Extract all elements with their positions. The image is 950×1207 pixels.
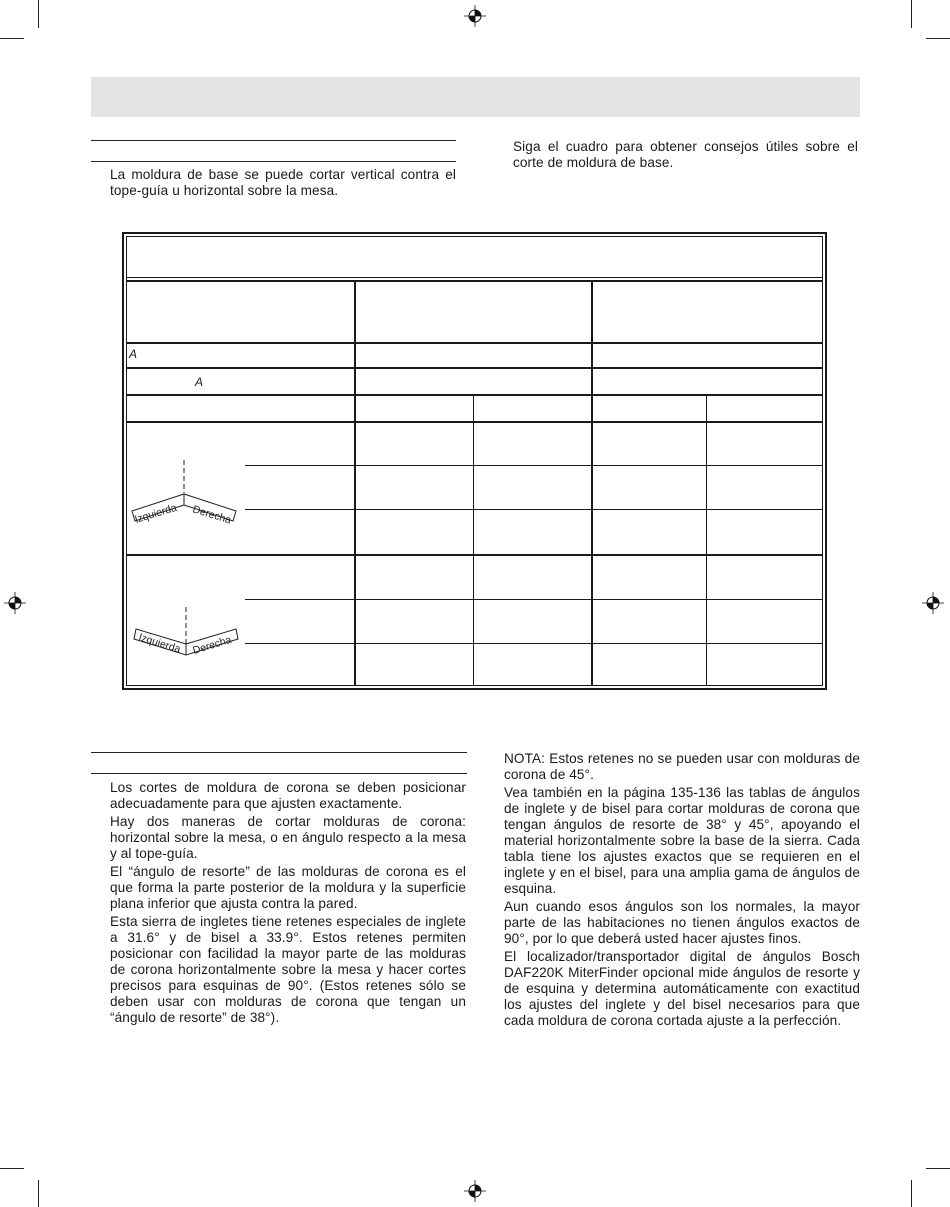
section-rule-bottom-1 bbox=[91, 752, 467, 753]
table-row-label-a2: A bbox=[195, 375, 204, 389]
registration-mark-left-icon bbox=[4, 592, 26, 614]
crown-paragraph-2: Hay dos maneras de cortar molduras de corona: horizontal sobre la mesa, o en ángulo respecto a la mesa y al tope-guía. bbox=[110, 814, 466, 861]
crop-mark-bottom-left-v bbox=[38, 1180, 39, 1207]
crown-molding-text bbox=[110, 780, 466, 1028]
registration-mark-right-icon bbox=[922, 592, 944, 614]
crown-paragraph-4: Esta sierra de ingletes tiene retenes especiales de inglete a 31.6° y de bisel a 33.9°. Estos retenes permiten posicionar con facilidad la mayor parte de las molduras de corona horizontalmente sobre la mesa y hacer cortes precisos para esquinas de 90°. (Estos retenes sólo se deben usar con molduras de corona que tengan un “ángulo de resorte” de 38°). bbox=[110, 914, 466, 1025]
header-band bbox=[91, 77, 860, 117]
table-col-rule-2 bbox=[591, 282, 593, 686]
table-group-rule bbox=[126, 554, 823, 556]
table-row-rule-2 bbox=[126, 394, 823, 396]
diagram-lower-right-label: Derecha bbox=[191, 633, 233, 657]
table-row-rule-3 bbox=[126, 421, 823, 423]
crop-mark-top-left-h bbox=[0, 38, 24, 39]
base-molding-intro: La moldura de base se puede cortar vertical contra el tope-guía u horizontal sobre la mesa. bbox=[110, 167, 456, 198]
crop-mark-bottom-right-h bbox=[926, 1168, 950, 1169]
crop-mark-bottom-right-v bbox=[911, 1180, 912, 1207]
table-subcol-rule-2 bbox=[706, 396, 707, 686]
base-molding-chart-note: Siga el cuadro para obtener consejos útiles sobre el corte de moldura de base. bbox=[513, 139, 858, 170]
table-header-rule bbox=[126, 342, 823, 344]
table-title-rule-2 bbox=[126, 280, 823, 282]
table-row-rule-5 bbox=[245, 509, 823, 510]
diagram-lower-left-label: Izquierda bbox=[137, 631, 182, 656]
registration-mark-bottom-icon bbox=[464, 1180, 486, 1202]
section-rule-top-1 bbox=[91, 140, 456, 141]
section-rule-bottom-2 bbox=[91, 773, 467, 774]
crop-mark-bottom-left-h bbox=[0, 1168, 24, 1169]
crown-molding-notes bbox=[504, 751, 860, 1031]
corner-diagram-upper bbox=[128, 455, 244, 535]
note-paragraph-3: Aun cuando esos ángulos son los normales, la mayor parte de las habitaciones no tienen ángulos exactos de 90°, por lo que deberá usted hacer ajustes finos. bbox=[504, 899, 860, 946]
note-paragraph-1: NOTA: Estos retenes no se pueden usar con molduras de corona de 45°. bbox=[504, 751, 860, 782]
table-col-rule-1 bbox=[354, 282, 356, 686]
table-row-rule-7 bbox=[245, 643, 823, 644]
crown-paragraph-3: El “ángulo de resorte” de las molduras de corona es el que forma la parte posterior de la moldura y la superficie plana inferior que ajusta contra la pared. bbox=[110, 864, 466, 911]
note-paragraph-4: El localizador/transportador digital de ángulos Bosch DAF220K MiterFinder opcional mide ángulos de resorte y de esquina y determina automáticamente con exactitud los ajustes del inglete y del bisel necesarios para que cada moldura de corona cortada ajuste a la perfección. bbox=[504, 949, 860, 1028]
corner-diagram-lower bbox=[130, 604, 246, 668]
crop-mark-top-right-h bbox=[926, 38, 950, 39]
crown-paragraph-1: Los cortes de moldura de corona se deben posicionar adecuadamente para que ajusten exactamente. bbox=[110, 780, 466, 811]
crop-mark-top-left-v bbox=[38, 0, 39, 28]
note-paragraph-2: Vea también en la página 135-136 las tablas de ángulos de inglete y de bisel para cortar molduras de corona que tengan ángulos de resorte de 38° y 45°, apoyando el material horizontalmente sobre la base de la sierra. Cada tabla tiene los ajustes exactos que se requieren en el inglete y en el bisel, para una amplia gama de ángulos de esquina. bbox=[504, 785, 860, 896]
diagram-upper-right-label: Derecha bbox=[191, 503, 233, 527]
table-title-rule-1 bbox=[126, 277, 823, 278]
crop-mark-top-right-v bbox=[911, 0, 912, 28]
registration-mark-top-icon bbox=[464, 5, 486, 27]
diagram-upper-left-label: Izquierda bbox=[133, 501, 179, 526]
table-subcol-rule-1 bbox=[473, 396, 474, 686]
table-row-rule-4 bbox=[245, 465, 823, 466]
table-row-rule-6 bbox=[245, 599, 823, 600]
table-row-rule-1 bbox=[126, 367, 823, 369]
table-row-label-a1: A bbox=[129, 347, 138, 361]
section-rule-top-2 bbox=[91, 161, 456, 162]
